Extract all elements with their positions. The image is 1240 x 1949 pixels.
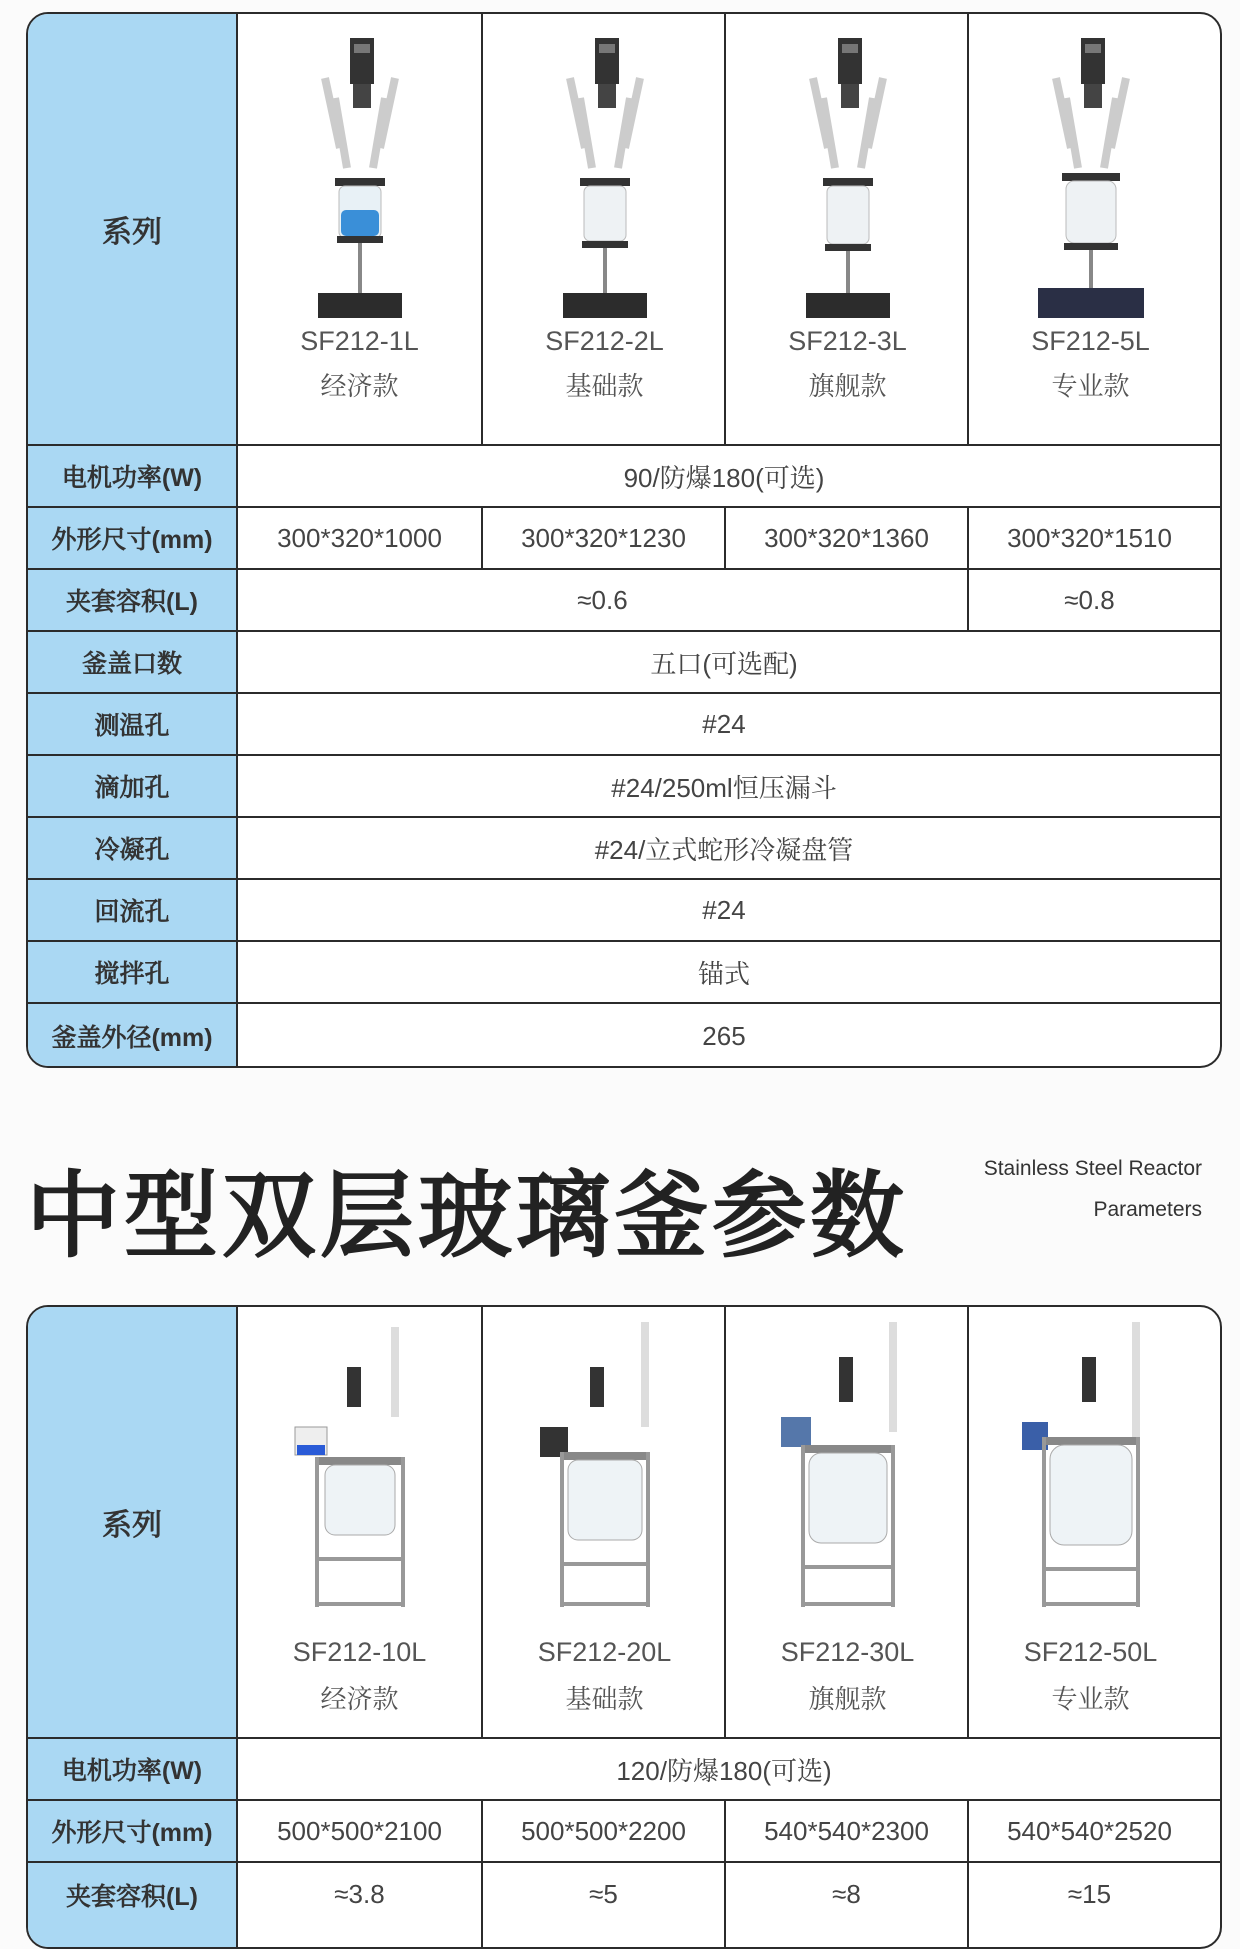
- spec-row: [28, 754, 1220, 816]
- spec-value: 500*500*2100: [277, 1815, 442, 1846]
- reactor-image: [1026, 38, 1156, 348]
- section-subtitle-line2: Parameters: [1093, 1198, 1202, 1221]
- spec-row: [28, 1861, 1220, 1949]
- product-tier: 基础款: [565, 371, 644, 401]
- spec-value: ≈0.8: [967, 570, 1210, 630]
- spec-value: 265: [702, 1020, 746, 1051]
- product-tier: 经济款: [320, 371, 399, 401]
- spec-row: [28, 444, 1220, 506]
- spec-label: 测温孔: [28, 694, 238, 754]
- reactor-image: [540, 38, 670, 348]
- medium-reactor-spec-table: [26, 1305, 1222, 1949]
- reactor-image: [285, 1317, 435, 1627]
- reactor-image: [530, 1317, 680, 1627]
- reactor-image: [783, 38, 913, 348]
- spec-value: 300*320*1510: [967, 508, 1210, 568]
- reactor-image: [295, 38, 425, 348]
- reactor-image: [1016, 1317, 1166, 1627]
- spec-label: 冷凝孔: [28, 818, 238, 878]
- reactor-image: [773, 1317, 923, 1627]
- spec-row: [28, 1799, 1220, 1861]
- spec-label: 滴加孔: [28, 756, 238, 816]
- spec-value: 500*500*2200: [481, 1801, 724, 1861]
- spec-label: 夹套容积(L): [28, 1863, 238, 1949]
- series-label: 系列: [28, 14, 238, 444]
- spec-label: 釜盖外径(mm): [28, 1004, 238, 1068]
- product-tier: 专业款: [1051, 371, 1130, 401]
- spec-value: 300*320*1000: [277, 522, 442, 553]
- product-model: SF212-20L: [537, 1637, 672, 1667]
- series-label: 系列: [28, 1307, 238, 1737]
- spec-label: 夹套容积(L): [28, 570, 238, 630]
- spec-label: 电机功率(W): [28, 446, 238, 506]
- spec-row: [28, 940, 1220, 1002]
- spec-value: ≈3.8: [334, 1879, 385, 1909]
- product-model: SF212-1L: [300, 326, 419, 356]
- spec-label: 搅拌孔: [28, 942, 238, 1002]
- product-model: SF212-30L: [780, 1637, 915, 1667]
- spec-row: [28, 630, 1220, 692]
- product-column: [238, 1307, 481, 1737]
- product-tier: 专业款: [1051, 1684, 1130, 1714]
- section-subtitle-line1: Stainless Steel Reactor: [983, 1157, 1202, 1180]
- spec-label: 外形尺寸(mm): [28, 508, 238, 568]
- product-tier: 经济款: [320, 1684, 399, 1714]
- spec-row: [28, 816, 1220, 878]
- spec-value: 五口(可选配): [650, 648, 798, 679]
- product-column: [967, 14, 1212, 444]
- spec-value: ≈8: [724, 1863, 967, 1949]
- spec-row: [28, 878, 1220, 940]
- spec-value: ≈5: [481, 1863, 724, 1949]
- product-model: SF212-10L: [292, 1637, 427, 1667]
- spec-value: 300*320*1230: [481, 508, 724, 568]
- spec-row: [28, 1737, 1220, 1799]
- spec-value: #24: [702, 708, 746, 739]
- product-column: [724, 1307, 969, 1737]
- spec-value: ≈0.6: [577, 584, 628, 615]
- product-column: [724, 14, 969, 444]
- spec-value: 300*320*1360: [724, 508, 967, 568]
- spec-row: [28, 568, 1220, 630]
- product-tier: 旗舰款: [808, 371, 887, 401]
- product-model: SF212-50L: [1023, 1637, 1158, 1667]
- product-model: SF212-5L: [1031, 326, 1150, 356]
- spec-label: 釜盖口数: [28, 632, 238, 692]
- series-header-row: [28, 14, 1220, 444]
- product-model: SF212-3L: [788, 326, 907, 356]
- spec-row: [28, 1002, 1220, 1068]
- product-column: [481, 14, 726, 444]
- small-reactor-spec-table: [26, 12, 1222, 1068]
- product-model: SF212-2L: [545, 326, 664, 356]
- product-tier: 旗舰款: [808, 1684, 887, 1714]
- spec-value: 锚式: [697, 958, 750, 989]
- spec-label: 回流孔: [28, 880, 238, 940]
- spec-value: #24/250ml恒压漏斗: [611, 772, 837, 803]
- product-column: [481, 1307, 726, 1737]
- spec-value: ≈15: [967, 1863, 1210, 1949]
- product-tier: 基础款: [565, 1684, 644, 1714]
- spec-value: 540*540*2300: [724, 1801, 967, 1861]
- spec-value: 540*540*2520: [967, 1801, 1210, 1861]
- spec-row: [28, 692, 1220, 754]
- spec-value: 120/防爆180(可选): [616, 1755, 832, 1786]
- section-title: 中型双层玻璃釜参数: [26, 1162, 909, 1271]
- spec-label: 电机功率(W): [28, 1739, 238, 1799]
- product-column: [967, 1307, 1212, 1737]
- series-header-row: [28, 1307, 1220, 1737]
- product-column: [238, 14, 481, 444]
- spec-value: 90/防爆180(可选): [623, 462, 825, 493]
- spec-value: #24/立式蛇形冷凝盘管: [594, 834, 854, 865]
- spec-row: [28, 506, 1220, 568]
- spec-value: #24: [702, 894, 746, 925]
- spec-label: 外形尺寸(mm): [28, 1801, 238, 1861]
